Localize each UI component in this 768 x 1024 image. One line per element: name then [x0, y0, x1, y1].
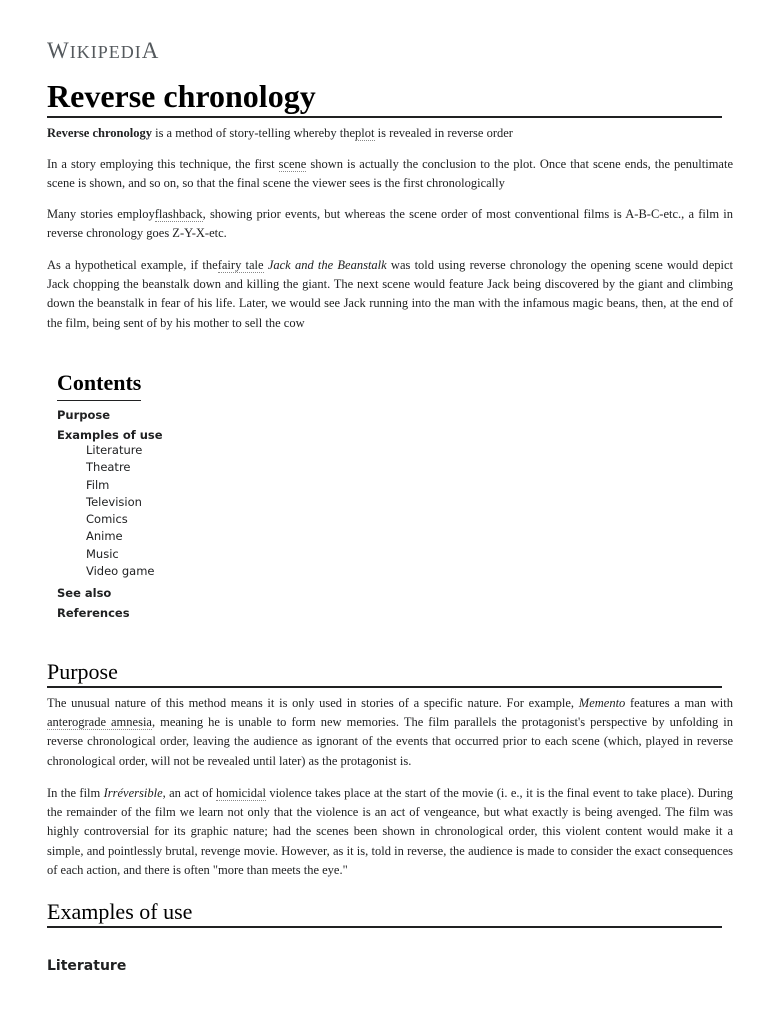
- intro-paragraph-1: [47, 124, 733, 143]
- italic-title: Irréversible: [103, 786, 163, 800]
- italic-title: Memento: [578, 696, 626, 710]
- toc-subitem-theatre[interactable]: Theatre: [86, 460, 131, 475]
- text: In a story employing this technique, the first: [47, 157, 279, 171]
- text: The unusual nature of this method means it is only used in stories of a specific nature. For example,: [47, 696, 579, 710]
- text: As a hypothetical example, if the: [47, 258, 218, 272]
- link-flashback[interactable]: flashback: [154, 207, 203, 221]
- toc-title: Contents: [57, 370, 141, 401]
- text: was told using reverse chronology the opening scene would depict Jack chopping the beanstalk down and killing the giant. The next scene would feature Jack being discovered by the giant and climbing down the beanstalk in fear of his life. Later, we would see Jack running into the man with the infamous magic beans, then, at the end of the film, being sent of by his mother to sell the cow: [47, 258, 734, 330]
- purpose-paragraph-1: [47, 694, 733, 771]
- toc-subitem-television[interactable]: Television: [86, 494, 142, 509]
- italic-title: Jack and the Beanstalk: [267, 258, 387, 272]
- table-of-contents: [57, 370, 357, 620]
- toc-item-see-also[interactable]: See also: [57, 586, 112, 601]
- bold-term: Reverse chronology: [47, 126, 152, 140]
- link-scene[interactable]: scene: [278, 157, 307, 171]
- wikipedia-logo[interactable]: [47, 38, 159, 64]
- text: violence takes place at the start of the movie (i. e., it is the final event to take place). During the remainder of the film we learn not only that the violence is an act of vengeance, but what exactly is being avenged. The film was highly controversial for its graphic nature; had the scenes been shown in chronological order, this violent content would make it a simple, and pointlessly brutal, revenge movie. However, as it is, told in reverse, the audience is made to consider the exact consequences of each action, and there is often "more than meets the eye.": [47, 786, 734, 877]
- text: , showing prior events, but whereas the scene order of most conventional films is A-B-C-etc., a film in reverse chronology goes Z-Y-X-etc.: [47, 207, 733, 241]
- text: is revealed in reverse order: [374, 126, 513, 140]
- intro-paragraph-3: [47, 205, 733, 243]
- page-title: Reverse chronology: [47, 76, 722, 118]
- purpose-paragraph-2: [47, 784, 733, 880]
- text: is a method of story-telling whereby the: [151, 126, 356, 140]
- section-heading-examples-of-use: Examples of use: [47, 898, 722, 928]
- logo-final: A: [141, 38, 160, 63]
- text: , meaning he is unable to form new memories. The film parallels the protagonist's perspective by unfolding in reverse chronological order, leaving the audience as ignorant of the events that occurred prior to each scene (which, played in reverse chronological order, will not be revealed until later) as the protagonist is.: [47, 715, 733, 768]
- text: features a man with: [625, 696, 733, 710]
- toc-item-references[interactable]: References: [57, 606, 130, 621]
- toc-subitem-comics[interactable]: Comics: [86, 512, 128, 527]
- logo-smallcaps: IKIPEDI: [69, 42, 142, 62]
- subsection-heading-literature: Literature: [47, 958, 127, 974]
- toc-subitem-video-game[interactable]: Video game: [86, 564, 155, 579]
- link-anterograde-amnesia[interactable]: anterograde amnesia: [47, 715, 152, 730]
- text: shown is actually the conclusion to the plot. Once that scene ends, the penultimate scene is shown, and so on, so that the final scene the viewer sees is the first chronologically: [47, 157, 734, 191]
- toc-item-purpose[interactable]: Purpose: [57, 408, 111, 422]
- text: , an act of: [162, 786, 216, 800]
- intro-paragraph-4: [47, 256, 733, 333]
- link-homicidal[interactable]: homicidal: [215, 786, 266, 800]
- link-plot[interactable]: plot: [355, 126, 375, 140]
- toc-subitem-anime[interactable]: Anime: [86, 529, 123, 544]
- section-heading-purpose: Purpose: [47, 658, 722, 688]
- intro-paragraph-2: [47, 155, 733, 193]
- text: Many stories employ: [47, 207, 155, 221]
- logo-initial: W: [47, 38, 70, 63]
- toc-subitem-film[interactable]: Film: [86, 477, 110, 492]
- text: In the film: [47, 786, 104, 800]
- toc-item-examples-of-use[interactable]: Examples of use: [57, 428, 163, 442]
- link-fairy-tale[interactable]: fairy tale: [217, 258, 264, 272]
- toc-subitem-music[interactable]: Music: [86, 546, 119, 561]
- toc-subitem-literature[interactable]: Literature: [86, 443, 143, 457]
